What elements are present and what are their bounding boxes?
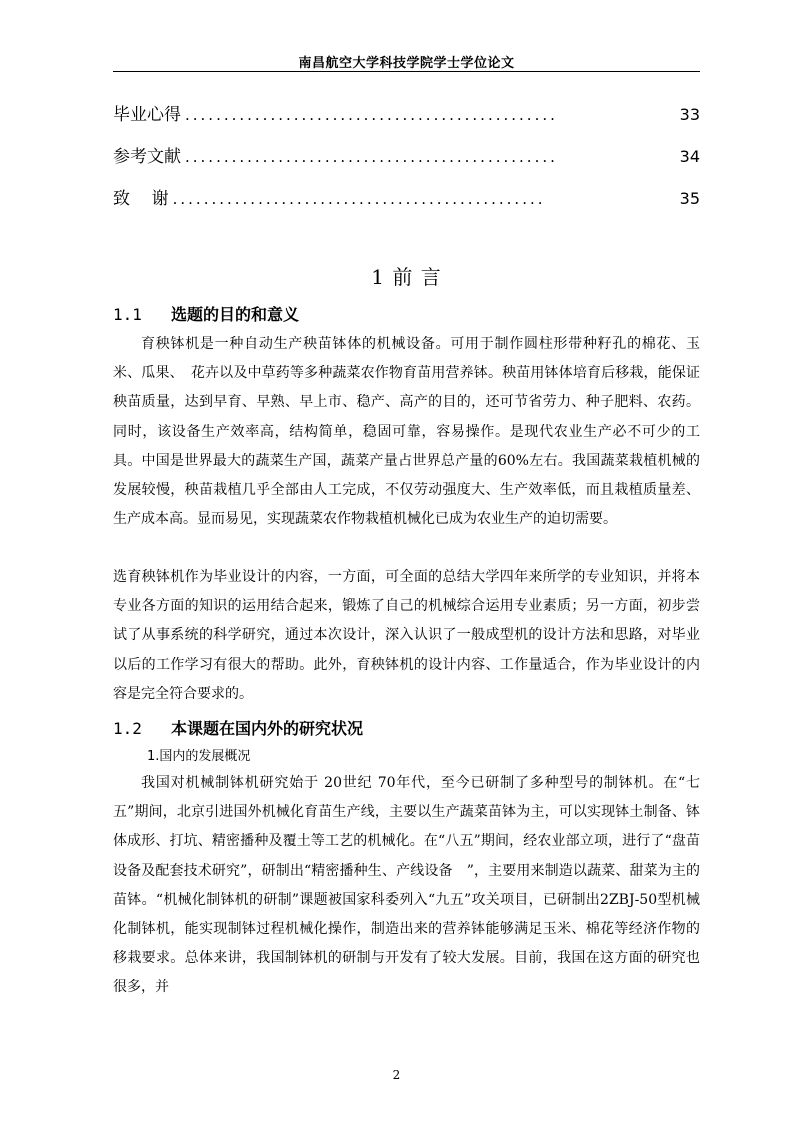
chapter-title: 1 前 言 bbox=[371, 265, 442, 289]
toc-entry bbox=[113, 184, 700, 226]
toc-page-number: 34 bbox=[679, 147, 700, 166]
toc-leader-dots: ................................................ bbox=[172, 190, 546, 208]
section-heading bbox=[113, 302, 299, 325]
toc-page-number: 35 bbox=[679, 189, 700, 208]
page-number: 2 bbox=[392, 1068, 401, 1082]
body-paragraph: 我国对机械制钵机研究始于 20世纪 70年代，至今已研制了多种型号的制钵机。在“七五”期间，北京引进国外机械化育苗生产线，主要以生产蔬菜苗钵为主，可以实现钵土制备、钵体成形、打坑、精密播种及覆土等工艺的机械化。在“八五”期间，经农业部立项，进行了“盘苗设备及配套技术研究”，研制出“精密播种生、产线设备 ”，主要用来制造以蔬菜、甜菜为主的苗钵。“机械化制钵机的研制”课题被国家科委列入“九五”攻关项目，已研制出2ZBJ-50型机械化制钵机，能实现制钵过程机械化操作，制造出来的营养钵能够满足玉米、棉花等经济作物的移栽要求。总体来讲，我国制钵机的研制与开发有了较大发展。目前，我国在这方面的研究也很多，并 bbox=[113, 775, 700, 996]
body-paragraph: 选育秧钵机作为毕业设计的内容，一方面，可全面的总结大学四年来所学的专业知识，并将本专业各方面的知识的运用结合起来，锻炼了自己的机械综合运用专业素质；另一方面，初步尝试了从事系统的科学研究，通过本次设计，深入认识了一般成型机的设计方法和思路，对毕业以后的工作学习有很大的帮助。此外，育秧钵机的设计内容、工作量适合，作为毕业设计的内容是完全符合要求的。 bbox=[113, 569, 700, 702]
section-number: 1.1 bbox=[113, 305, 142, 324]
toc-entry bbox=[113, 100, 700, 142]
section-heading bbox=[113, 716, 363, 739]
toc-entry-label: 致 谢 bbox=[113, 189, 169, 209]
toc-page-number: 33 bbox=[679, 105, 700, 124]
section-number: 1.2 bbox=[113, 719, 142, 738]
table-of-contents bbox=[113, 100, 700, 226]
header-divider bbox=[113, 71, 700, 72]
toc-leader-dots: ................................................ bbox=[185, 148, 558, 166]
subsection-heading: 1.国内的发展概况 bbox=[147, 749, 251, 764]
section-title: 本课题在国内外的研究状况 bbox=[171, 719, 364, 738]
section-title: 选题的目的和意义 bbox=[171, 305, 300, 324]
toc-entry bbox=[113, 142, 700, 184]
toc-leader-dots: ................................................ bbox=[185, 106, 558, 124]
toc-entry-label: 毕业心得 bbox=[113, 105, 181, 125]
running-header: 南昌航空大学科技学院学士学位论文 bbox=[298, 56, 515, 71]
body-paragraph: 育秧钵机是一种自动生产秧苗钵体的机械设备。可用于制作圆柱形带种籽孔的棉花、玉米、瓜果、 花卉以及中草药等多种蔬菜农作物育苗用营养钵。秧苗用钵体培育后移栽，能保证秧苗质量，达到早育、早熟、早上市、稳产、高产的目的，还可节省劳力、种子肥料、农药。同时，该设备生产效率高，结构简单，稳固可靠，容易操作。是现代农业生产必不可少的工具。中国是世界最大的蔬菜生产国，蔬菜产量占世界总产量的60%左右。我国蔬菜栽植机械的发展较慢，秧苗栽植几乎全部由人工完成，不仅劳动强度大、生产效率低，而且栽植质量差、生产成本高。显而易见，实现蔬菜农作物栽植机械化已成为农业生产的迫切需要。 bbox=[113, 336, 700, 528]
toc-entry-label: 参考文献 bbox=[113, 147, 181, 167]
